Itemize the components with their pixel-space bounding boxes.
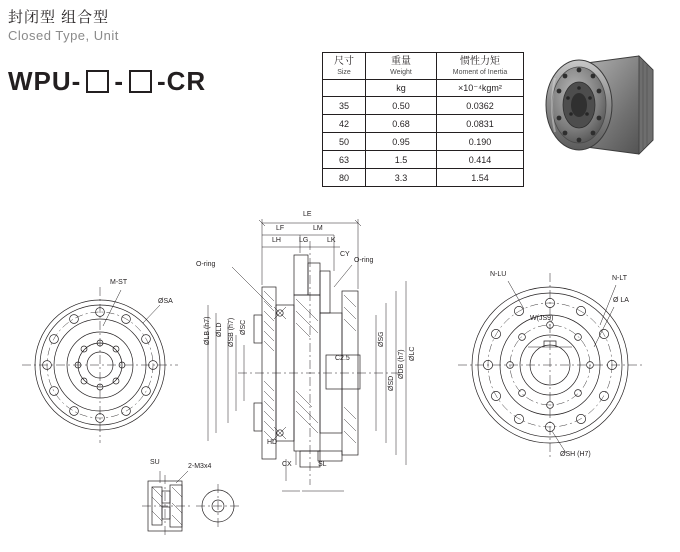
label-cx: CX: [282, 461, 292, 468]
cell-size: 50: [323, 133, 366, 151]
label-hd: HD: [267, 439, 278, 446]
model-code-placeholder-box-2: [129, 70, 152, 93]
table-row: [323, 151, 524, 169]
unit-cell-size: [323, 80, 366, 97]
label-ld: ØLD: [216, 322, 223, 337]
label-lf: LF: [276, 225, 285, 232]
label-sb: ØSB (h7): [228, 317, 235, 347]
model-code-prefix: WPU-: [8, 66, 82, 96]
model-code-placeholder-box-1: [86, 70, 109, 93]
model-code-dash-1: -: [114, 66, 124, 96]
label-lm: LM: [313, 225, 323, 232]
cell-inertia: 0.190: [437, 133, 524, 151]
table-row: [323, 169, 524, 187]
cell-inertia: 0.414: [437, 151, 524, 169]
label-o-ring-left: O-ring: [196, 261, 216, 268]
cell-inertia: 1.54: [437, 169, 524, 187]
cell-weight: 3.3: [366, 169, 437, 187]
cell-inertia: 0.0831: [437, 115, 524, 133]
label-w-js9: W(JS9): [530, 315, 554, 322]
cell-weight: 0.95: [366, 133, 437, 151]
label-lc: ØLC: [409, 346, 416, 361]
bottom-detail-view: [142, 471, 240, 537]
table-row: [323, 133, 524, 151]
unit-cell-inertia: ×10⁻⁴kgm²: [437, 80, 524, 97]
model-code: [8, 66, 206, 97]
label-sh: ØSH (H7): [560, 451, 591, 458]
label-lh: LH: [272, 237, 281, 244]
label-n-lt: N-LT: [612, 275, 628, 282]
label-m-st: M-ST: [110, 279, 128, 286]
label-cy: CY: [340, 251, 350, 258]
unit-cell-weight: kg: [366, 80, 437, 97]
table-row: [323, 97, 524, 115]
label-n-lu: N-LU: [490, 271, 507, 278]
label-lb: ØLB (h7): [204, 316, 211, 345]
label-sg: ØSG: [378, 331, 385, 347]
label-su: SU: [150, 459, 160, 466]
cell-size: 35: [323, 97, 366, 115]
cell-size: 80: [323, 169, 366, 187]
label-le: LE: [303, 211, 312, 218]
cell-size: 63: [323, 151, 366, 169]
label-db: ØDB (h7): [398, 349, 405, 379]
page-title-chinese: 封闭型 组合型: [8, 9, 110, 26]
left-view: [22, 287, 178, 443]
label-lg: LG: [299, 237, 309, 244]
label-screw: 2-M3x4: [188, 463, 212, 470]
header-cell-inertia: 惯性力矩 Moment of Inertia: [437, 53, 524, 80]
label-la: Ø LA: [613, 297, 629, 304]
label-sc: ØSC: [240, 319, 247, 335]
label-lk: LK: [327, 237, 336, 244]
header-cell-size: 尺寸 Size: [323, 53, 366, 80]
product-photo: [535, 48, 663, 166]
model-code-suffix: -CR: [157, 66, 207, 96]
label-c25: C2.5: [335, 355, 350, 362]
center-section-view: [208, 219, 406, 491]
table-unit-row: [323, 80, 524, 97]
label-sl: SL: [318, 461, 327, 468]
specification-table: [322, 52, 524, 187]
cell-weight: 1.5: [366, 151, 437, 169]
page-title-english: Closed Type, Unit: [8, 28, 119, 43]
table-header-row: [323, 53, 524, 80]
header-cell-weight: 重量 Weight: [366, 53, 437, 80]
cell-inertia: 0.0362: [437, 97, 524, 115]
technical-drawing: [0, 195, 680, 552]
cell-size: 42: [323, 115, 366, 133]
table-row: [323, 115, 524, 133]
label-sca: ØSA: [158, 298, 173, 305]
label-sd: ØSD: [388, 375, 395, 391]
cell-weight: 0.50: [366, 97, 437, 115]
label-o-ring-right: O-ring: [354, 257, 374, 264]
cell-weight: 0.68: [366, 115, 437, 133]
drawing-svg: [0, 195, 680, 552]
